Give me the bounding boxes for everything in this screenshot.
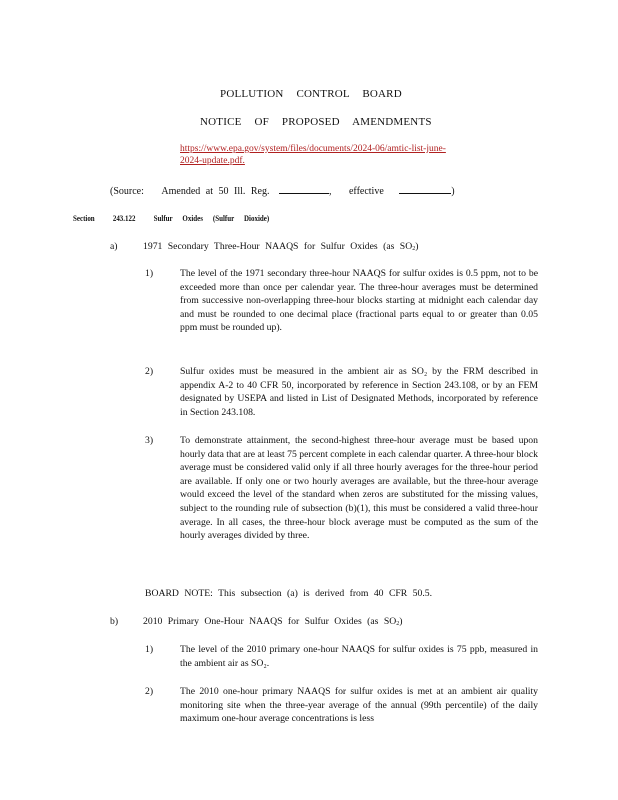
item-a3-text: To demonstrate attainment, the second-highest three-hour average must be based upon hourly data that are at least 75 percent complete in each calendar quarter. A three-hour block average must be considered valid only if all three hourly averages for the three-hour period are available. If only one or two hourly averages are available, but the three-hour average would exceed the level of the standard when zeros are substituted for the missing values, subject to the rounding rule of subsection (b)(1), this must be considered a valid three-hour average. In all cases, the three-hour block average must be computed as the sum of the hourly averages divided by three. <box>180 435 538 542</box>
item-b2-marker: 2) <box>145 686 154 697</box>
source-link-line-2[interactable]: 2024-update.pdf. <box>180 156 245 166</box>
section-number: 243.122 <box>112 213 136 223</box>
subsection-a-heading <box>143 240 418 257</box>
item-a2-text: Sulfur oxides must be measured in the ambient air as SO₂ by the FRM described in appendix A-2 to 40 CFR 50, incorporated by reference in Section 243.108, or by an FEM designated by USEPA and listed in List of Designated Methods, incorporated by reference in Section 243.108. <box>180 366 538 418</box>
section-label: Section <box>73 213 95 223</box>
item-b2-text: The 2010 one-hour primary NAAQS for sulfur oxides is met at an ambient air quality monitoring site when the three-year average of the annual (99th percentile) of the daily maximum one-hour average concentrations is less <box>180 686 538 725</box>
item-a3-marker: 3) <box>145 435 154 446</box>
source-link[interactable] <box>180 143 525 167</box>
source-prefix: (Source: <box>110 186 144 197</box>
register-blank <box>279 184 329 194</box>
section-heading <box>73 213 286 223</box>
subsection-b-heading-text: 2010 Primary One-Hour NAAQS for Sulfur Oxides (as SO <box>143 616 397 627</box>
item-a1-text: The level of the 1971 secondary three-hour NAAQS for sulfur oxides is 0.5 ppm, not to be exceeded more than once per calendar year. The three-hour averages must be determined from successive non-overlapping three-hour blocks starting at midnight each calendar day and must be rounded to one decimal place (fractional parts equal to or greater than 0.05 ppm must be rounded up). <box>180 268 538 334</box>
section-title: Sulfur Oxides (Sulfur Dioxide) <box>153 213 270 223</box>
source-comma: , <box>328 186 332 197</box>
subsection-a-marker: a) <box>110 241 118 252</box>
subsection-a-heading-end: ) <box>415 241 419 252</box>
source-note <box>110 184 455 197</box>
item-b1-text: The level of the 2010 primary one-hour NAAQS for sulfur oxides is 75 ppb, measured in the ambient air as SO₂. <box>180 644 538 669</box>
subsection-b-heading-subscript: 2 <box>396 621 400 627</box>
source-effective: effective <box>348 186 384 197</box>
subsection-a-heading-subscript: 2 <box>412 246 416 252</box>
subsection-b-heading-end: ) <box>399 616 403 627</box>
board-title: POLLUTION CONTROL BOARD <box>220 88 402 100</box>
notice-title: NOTICE OF PROPOSED AMENDMENTS <box>200 116 432 128</box>
effective-date-blank <box>399 184 451 194</box>
item-a1-marker: 1) <box>145 268 154 279</box>
subsection-b-marker: b) <box>110 616 119 627</box>
item-a2-marker: 2) <box>145 366 154 377</box>
board-note: BOARD NOTE: This subsection (a) is derived from 40 CFR 50.5. <box>145 588 433 599</box>
source-amended: Amended at 50 Ill. Reg. <box>161 186 270 197</box>
subsection-a-heading-text: 1971 Secondary Three-Hour NAAQS for Sulfur Oxides (as SO <box>143 241 413 252</box>
item-b1-marker: 1) <box>145 644 154 655</box>
subsection-b-heading <box>143 615 402 632</box>
source-link-line-1[interactable]: https://www.epa.gov/system/files/documents/2024-06/amtic-list-june- <box>180 144 446 154</box>
source-suffix: ) <box>451 186 455 197</box>
